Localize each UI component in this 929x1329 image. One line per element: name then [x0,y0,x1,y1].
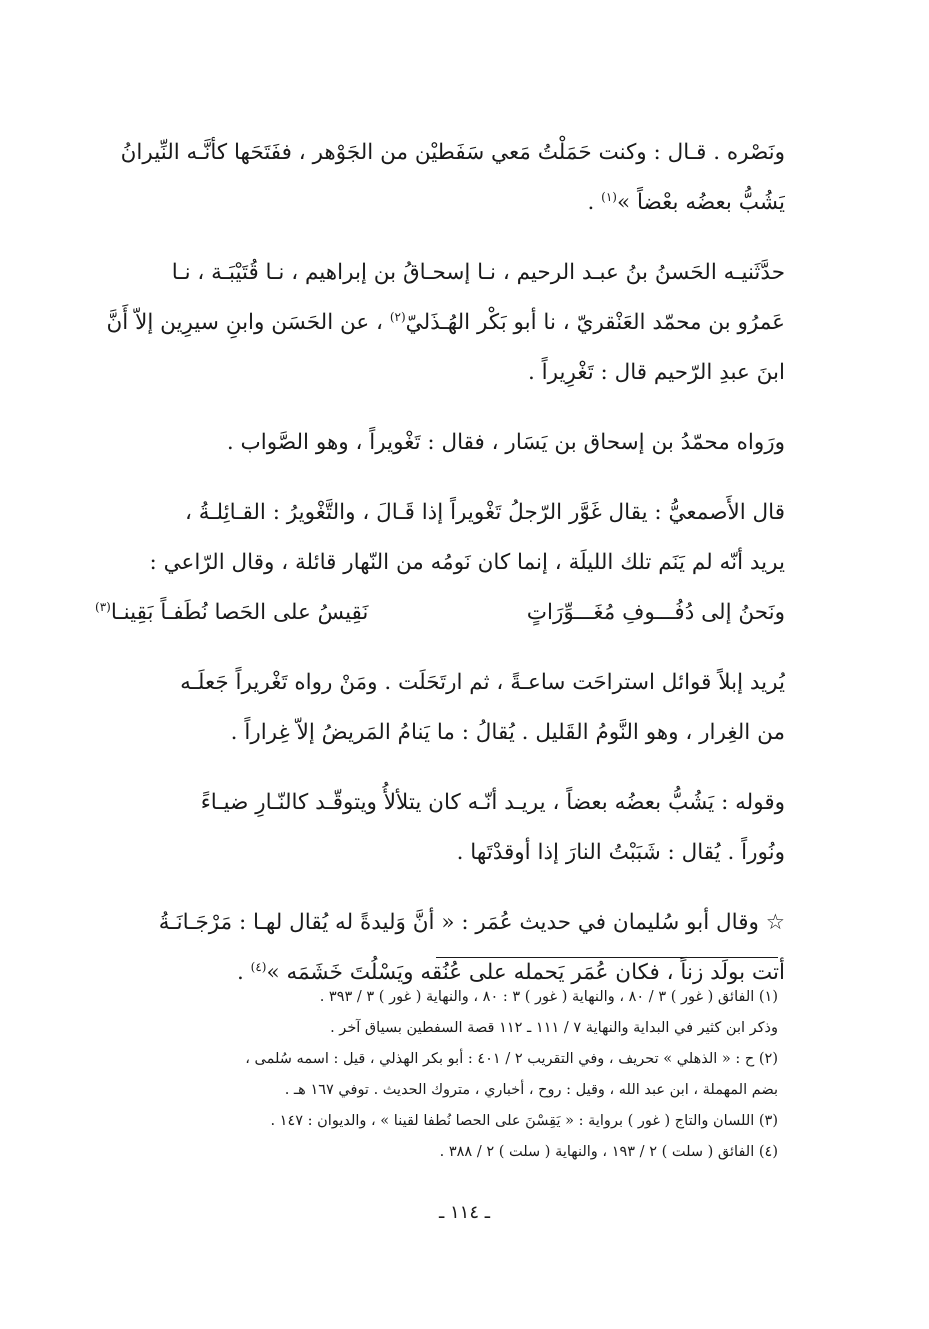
text-line: من الغِرار ، وهو النَّومُ القَليل . يُقالُ : ما يَنامُ المَريضُ إلاّ غِراراً . [230,720,785,745]
footnote-ref: (٣) [95,599,111,614]
verse-first-hemistich: ونَحنُ إلى دُفُـــوفِ مُغَـــوِّرَاتٍ [526,600,785,625]
text-segment: نَقِيسُ على الحَصا نُطَفـاً بَقِينـا [110,600,369,625]
text-segment: يَشُبُّ بعضُه بعْضاً » [616,190,785,215]
text-line: قال الأَصمعيُّ : يقال غَوَّر الرّجلُ تَغْويراً إذا قَـالَ ، والتَّغْويرُ : القـائِلـةُ ، [184,500,785,525]
paragraph-6 [95,778,785,878]
main-text [95,128,785,998]
paragraph-5 [95,658,785,758]
text-segment: وقال أبو سُليمان في حديث عُمَر : « أنَّ وَليدةً له يُقال لهـا : مَرْجَـانَـةُ [158,910,766,935]
paragraph-1 [95,128,785,228]
footnote-divider [436,957,778,958]
text-segment: عَمرُو بن محمّد العَنْقريّ ، نا أبو بَكْر الهُـذَليّ [405,310,785,335]
text-line [95,298,785,348]
text-line: ابنَ عبدِ الرّحيم قال : تَغْرِيراً . [528,360,785,385]
text-segment: . [587,190,602,215]
footnote-line: (١) الفائق ( غور ) ٣ / ٨٠ ، والنهاية ( غور ) ٣ : ٨٠ ، والنهاية ( غور ) ٣ / ٣٩٣ . [319,989,778,1005]
footnotes [100,982,778,1168]
footnote-line: بضم المهملة ، ابن عبد الله ، وقيل : روح ، أخباري ، متروك الحديث . توفي ١٦٧ هـ . [284,1082,778,1098]
text-line: ورَواه محمّدُ بن إسحاق بن يَسَار ، فقال : تَغْويراً ، وهو الصَّواب . [226,430,785,455]
verse-second-hemistich [95,588,368,638]
paragraph-3 [95,418,785,468]
text-segment: ، عن الحَسَن وابنِ سيرِين إلاّ أَنَّ [106,310,390,335]
footnote-ref: (٢) [389,309,406,324]
poem-verse [95,588,785,638]
text-segment: . [236,960,251,985]
page-number: ـ ١١٤ ـ [438,1202,490,1223]
footnote-ref: (١) [601,189,617,204]
star-icon: ☆ [765,910,785,935]
paragraph-2 [95,248,785,398]
text-line [95,898,785,948]
text-line: وقوله : يَشُبُّ بعضُه بعضاً ، يريـد أنّـه كان يتلألأُ ويتوقّـد كالنّـارِ ضيـاءً [200,790,785,815]
paragraph-4 [95,488,785,588]
text-line: ونَصْره . قـال : وكنت حَمَلْتُ مَعي سَفَطيْن من الجَوْهر ، ففَتَحَها كأنَّـه النِّيرانُ [120,140,785,165]
footnote-line: (٤) الفائق ( سلت ) ٢ / ١٩٣ ، والنهاية ( سلت ) ٢ / ٣٨٨ . [439,1144,778,1160]
footnote-line: وذكر ابن كثير في البداية والنهاية ٧ / ١١١ ـ ١١٢ قصة السفطين بسياق آخر . [330,1020,778,1036]
text-line: ونُوراً . يُقال : شَبَبْتُ النارَ إذا أوقدْتَها . [456,840,785,865]
text-segment: أتت بولَد زناً ، فكان عُمَر يَحمله على عُنُقه ويَسْلُتَ خَشَمَه » [266,960,785,985]
text-line [95,178,785,228]
footnote-line: (٢) ح : « الذهلي » تحريف ، وفي التقريب ٢ / ٤٠١ : أبو بكر الهذلي ، قيل : اسمه سُلمى ، [245,1051,778,1067]
footnote-ref: (٤) [250,959,267,974]
text-line: يريد أنّه لم يَنَم تلك الليلَة ، إنما كان نَومُه من النّهار قائلة ، وقال الرّاعي : [149,550,785,575]
text-line: حدَّثَنيـه الحَسنُ بنُ عبـد الرحيم ، نـا إسحـاقُ بن إبراهيم ، نـا قُتَيْبَـة ، نـا [171,260,785,285]
text-line: يُريد إبلاً قوائل استراحَت ساعـةً ، ثم ارتَحَلَت . ومَنْ رواه تَغْريراً جَعلَـه [180,670,785,695]
footnote-line: (٣) اللسان والتاج ( غور ) برواية : « يَقِسْنَ على الحصا نُطفا لقينا » ، والديوان : ١٤٧ . [270,1113,778,1129]
